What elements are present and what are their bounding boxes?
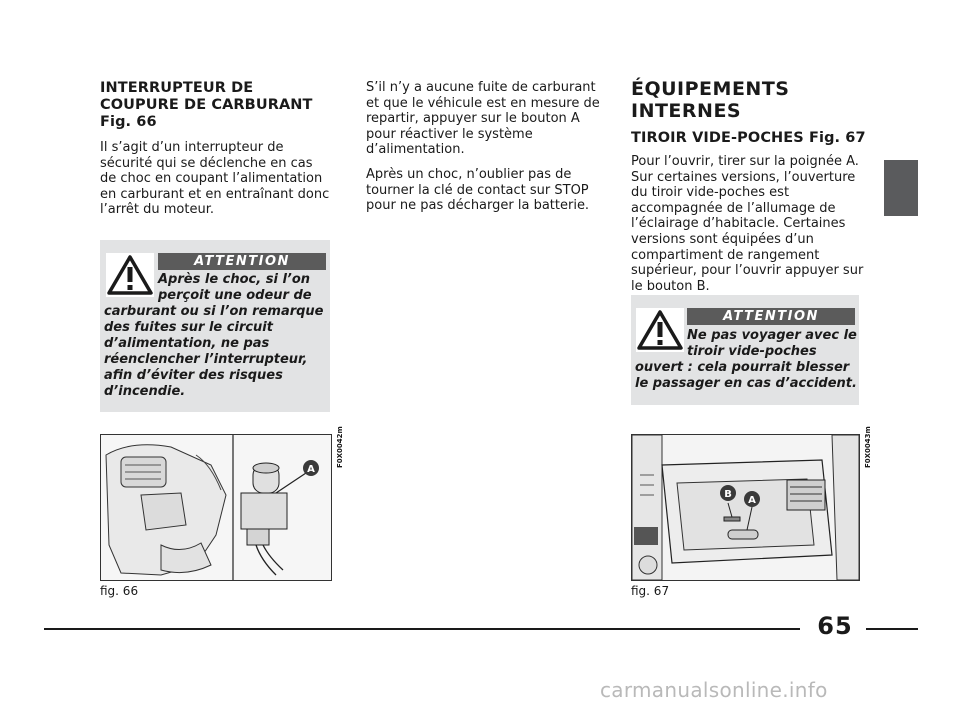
section-heading-internal-equipment — [631, 78, 871, 122]
heading-line: Fig. 66 — [100, 114, 157, 130]
warning-banner: ATTENTION — [687, 308, 855, 325]
warning-banner: ATTENTION — [158, 253, 326, 270]
footer-rule-right — [866, 628, 918, 630]
heading-line: ÉQUIPEMENTS — [631, 78, 790, 100]
paragraph: Pour l’ouvrir, tirer sur la poignée A. Sur certaines versions, l’ouverture du tiroir vide-poches est accompagnée de l’allumage de l’éclairage d’habitacle. Certaines versions sont équipées d’un compartiment de rangement supérieur, pour l’ouvrir appuyer sur le bouton B. — [631, 154, 864, 294]
paragraph: S’il n’y a aucune fuite de carburant et que le véhicule est en mesure de repartir, appuyer sur le bouton A pour réactiver le système d’alimentation. — [366, 80, 600, 158]
warning-box-glove-box — [631, 295, 859, 405]
callout-label-a: A — [307, 464, 315, 475]
warning-text: Après le choc, si l’on perçoit une odeur de carburant ou si l’on remarque des fuites sur le circuit d’alimentation, ne pas réenclencher l’interrupteur, afin d’éviter des risques d’incendie. — [104, 272, 324, 399]
paragraph: Il s’agit d’un interrupteur de sécurité qui se déclenche en cas de choc en coupant l’alimentation en carburant et en entraînant donc l’arrêt du moteur. — [100, 140, 330, 218]
heading-line: COUPURE DE CARBURANT — [100, 97, 313, 113]
warning-text: Ne pas voyager avec le tiroir vide-poches ouvert : cela pourrait blesser le passager en cas d’accident. — [635, 328, 857, 391]
fuel-cutoff-description — [100, 140, 332, 227]
page-number: 65 — [817, 612, 853, 640]
callout-label-a: A — [748, 495, 756, 506]
figure-caption: fig. 67 — [631, 584, 670, 598]
section-heading-fuel-cutoff — [100, 80, 340, 131]
reactivation-instructions — [366, 80, 602, 223]
glove-box-illustration — [632, 435, 859, 580]
subheading-glove-box: TIROIR VIDE-POCHES Fig. 67 — [631, 130, 866, 146]
callout-label-b: B — [724, 489, 732, 500]
figure-67 — [631, 434, 860, 581]
figure-66 — [100, 434, 332, 581]
figure-code: F0X0043m — [864, 426, 872, 468]
watermark-text: carmanualsonline.info — [600, 678, 828, 702]
figure-code: F0X0042m — [336, 426, 344, 468]
figure-caption: fig. 66 — [100, 584, 139, 598]
fuel-cutoff-switch-illustration — [101, 435, 331, 580]
heading-line: INTERNES — [631, 100, 742, 122]
chapter-tab — [884, 160, 918, 216]
heading-line: INTERRUPTEUR DE — [100, 80, 254, 96]
glove-box-description — [631, 154, 866, 303]
footer-rule-left — [44, 628, 800, 630]
warning-box-fuel — [100, 240, 330, 412]
paragraph: Après un choc, n’oublier pas de tourner la clé de contact sur STOP pour ne pas décharger la batterie. — [366, 166, 590, 214]
